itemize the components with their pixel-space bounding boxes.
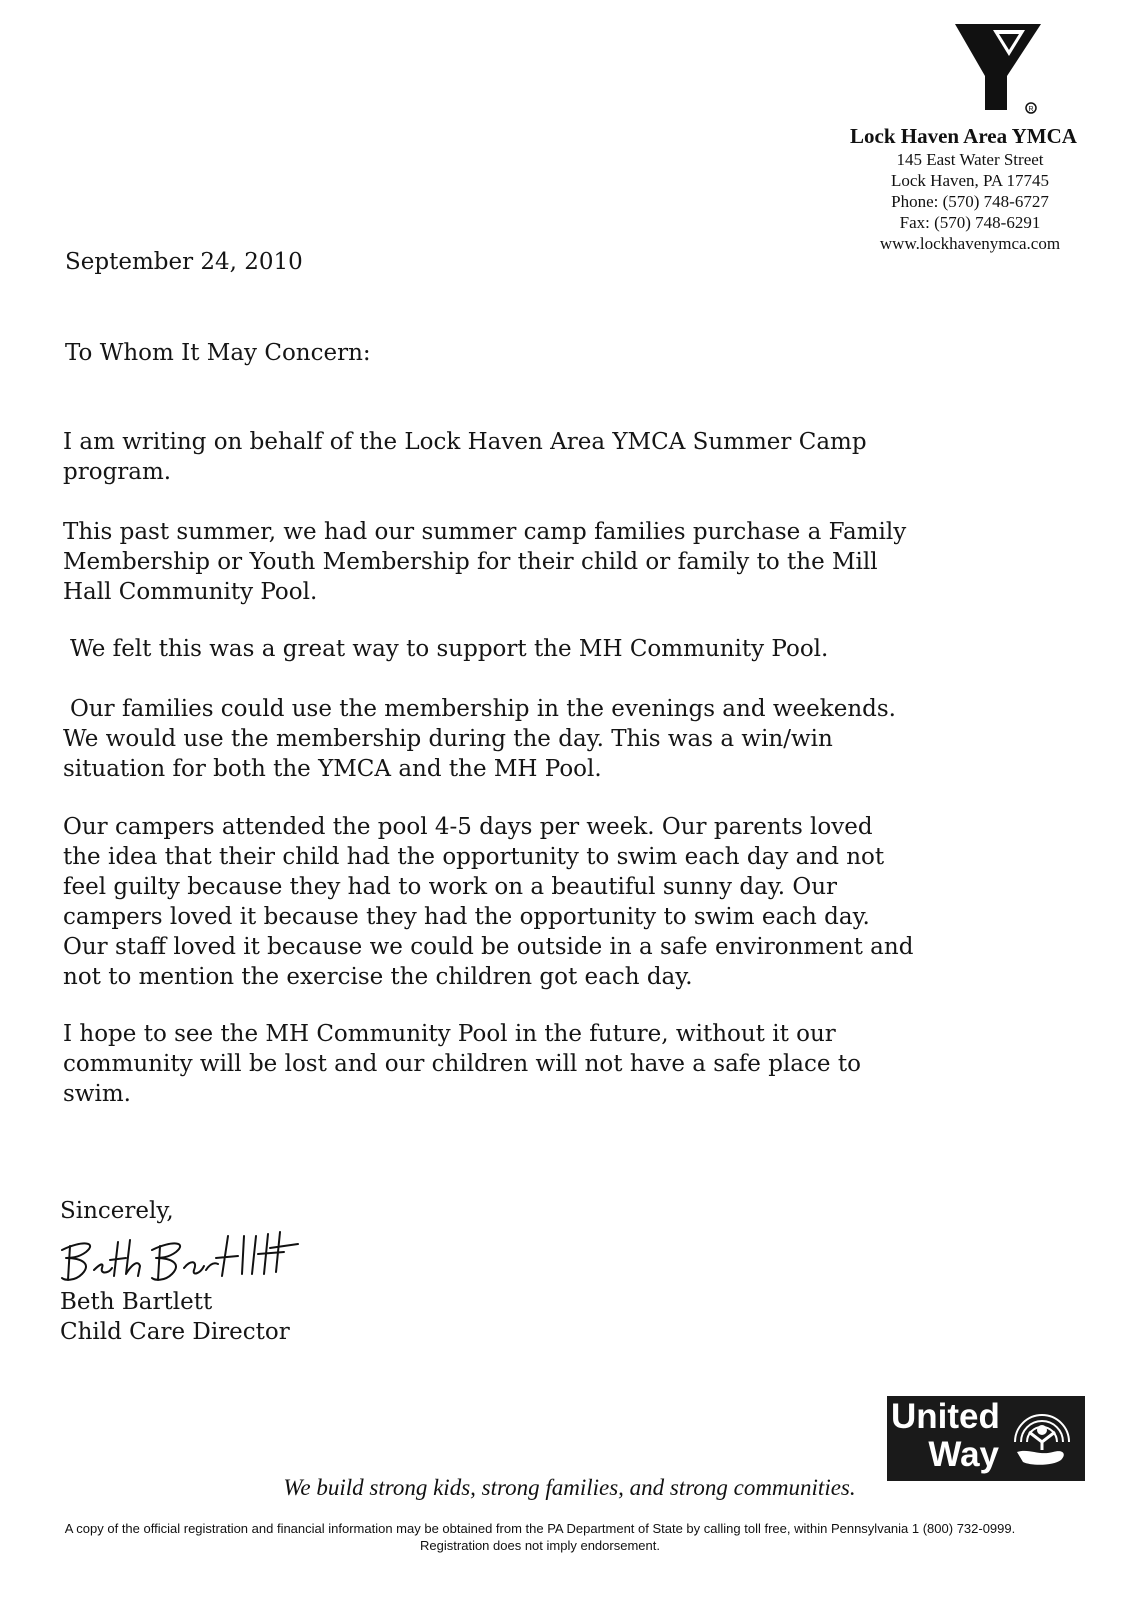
- paragraph-4: [63, 694, 1030, 784]
- paragraph-line: We felt this was a great way to support the MH Community Pool.: [70, 636, 829, 662]
- footer-line-2: Registration does not imply endorsement.: [420, 1538, 660, 1553]
- signer-title: Child Care Director: [60, 1319, 290, 1345]
- city-state-zip: Lock Haven, PA 17745: [890, 171, 1050, 190]
- street-address: 145 East Water Street: [896, 150, 1044, 169]
- signature-image: [52, 1228, 322, 1288]
- paragraph-line: I hope to see the MH Community Pool in the future, without it our: [63, 1021, 836, 1047]
- united-way-line-1: United: [891, 1397, 1000, 1436]
- letterhead: [850, 124, 1130, 254]
- paragraph-line: We would use the membership during the day. This was a win/win: [63, 726, 833, 752]
- paragraph-line: Our campers attended the pool 4-5 days per week. Our parents loved: [63, 814, 873, 840]
- fax-number: Fax: (570) 748-6291: [899, 213, 1041, 232]
- svg-text:R: R: [1028, 106, 1034, 113]
- paragraph-6: [63, 1019, 1023, 1109]
- signer-name: Beth Bartlett: [60, 1289, 213, 1315]
- united-way-emblem-icon: [1009, 1406, 1075, 1472]
- ymca-logo-icon: [955, 24, 1041, 116]
- paragraph-line: situation for both the YMCA and the MH Pool.: [63, 756, 602, 782]
- paragraph-line: campers loved it because they had the opportunity to swim each day.: [63, 904, 870, 930]
- paragraph-line: This past summer, we had our summer camp families purchase a Family: [63, 519, 907, 545]
- united-way-line-2: Way: [928, 1435, 999, 1474]
- paragraph-line: I am writing on behalf of the Lock Haven Area YMCA Summer Camp: [63, 429, 867, 455]
- paragraph-line: Our families could use the membership in the evenings and weekends.: [70, 696, 896, 722]
- letter-date: September 24, 2010: [65, 249, 303, 275]
- paragraph-3: [70, 634, 1030, 664]
- closing: Sincerely,: [60, 1198, 174, 1224]
- paragraph-line: Membership or Youth Membership for their child or family to the Mill: [63, 549, 878, 575]
- paragraph-line: Hall Community Pool.: [63, 579, 318, 605]
- paragraph-line: the idea that their child had the opportunity to swim each day and not: [63, 844, 885, 870]
- paragraph-line: community will be lost and our children will not have a safe place to: [63, 1051, 861, 1077]
- paragraph-1: [63, 427, 1023, 487]
- paragraph-2: [63, 517, 1023, 607]
- website: www.lockhavenymca.com: [879, 234, 1061, 253]
- tagline: We build strong kids, strong families, and strong communities.: [283, 1475, 856, 1500]
- paragraph-line: program.: [63, 459, 172, 485]
- footer-line-1: A copy of the official registration and financial information may be obtained from the PA Department of State by calling toll free, within Pennsylvania 1 (800) 732-0999.: [64, 1521, 1016, 1536]
- paragraph-line: not to mention the exercise the children got each day.: [63, 964, 693, 990]
- phone-number: Phone: (570) 748-6727: [891, 192, 1049, 211]
- organization-name: Lock Haven Area YMCA: [850, 124, 1077, 148]
- united-way-logo: [887, 1396, 1085, 1481]
- paragraph-line: Our staff loved it because we could be outside in a safe environment and: [63, 934, 914, 960]
- paragraph-line: swim.: [63, 1081, 131, 1107]
- united-way-wordmark: [891, 1398, 999, 1474]
- registration-footer: [0, 1520, 1080, 1554]
- salutation: To Whom It May Concern:: [65, 340, 371, 366]
- paragraph-line: feel guilty because they had to work on a beautiful sunny day. Our: [63, 874, 838, 900]
- paragraph-5: [63, 812, 1023, 992]
